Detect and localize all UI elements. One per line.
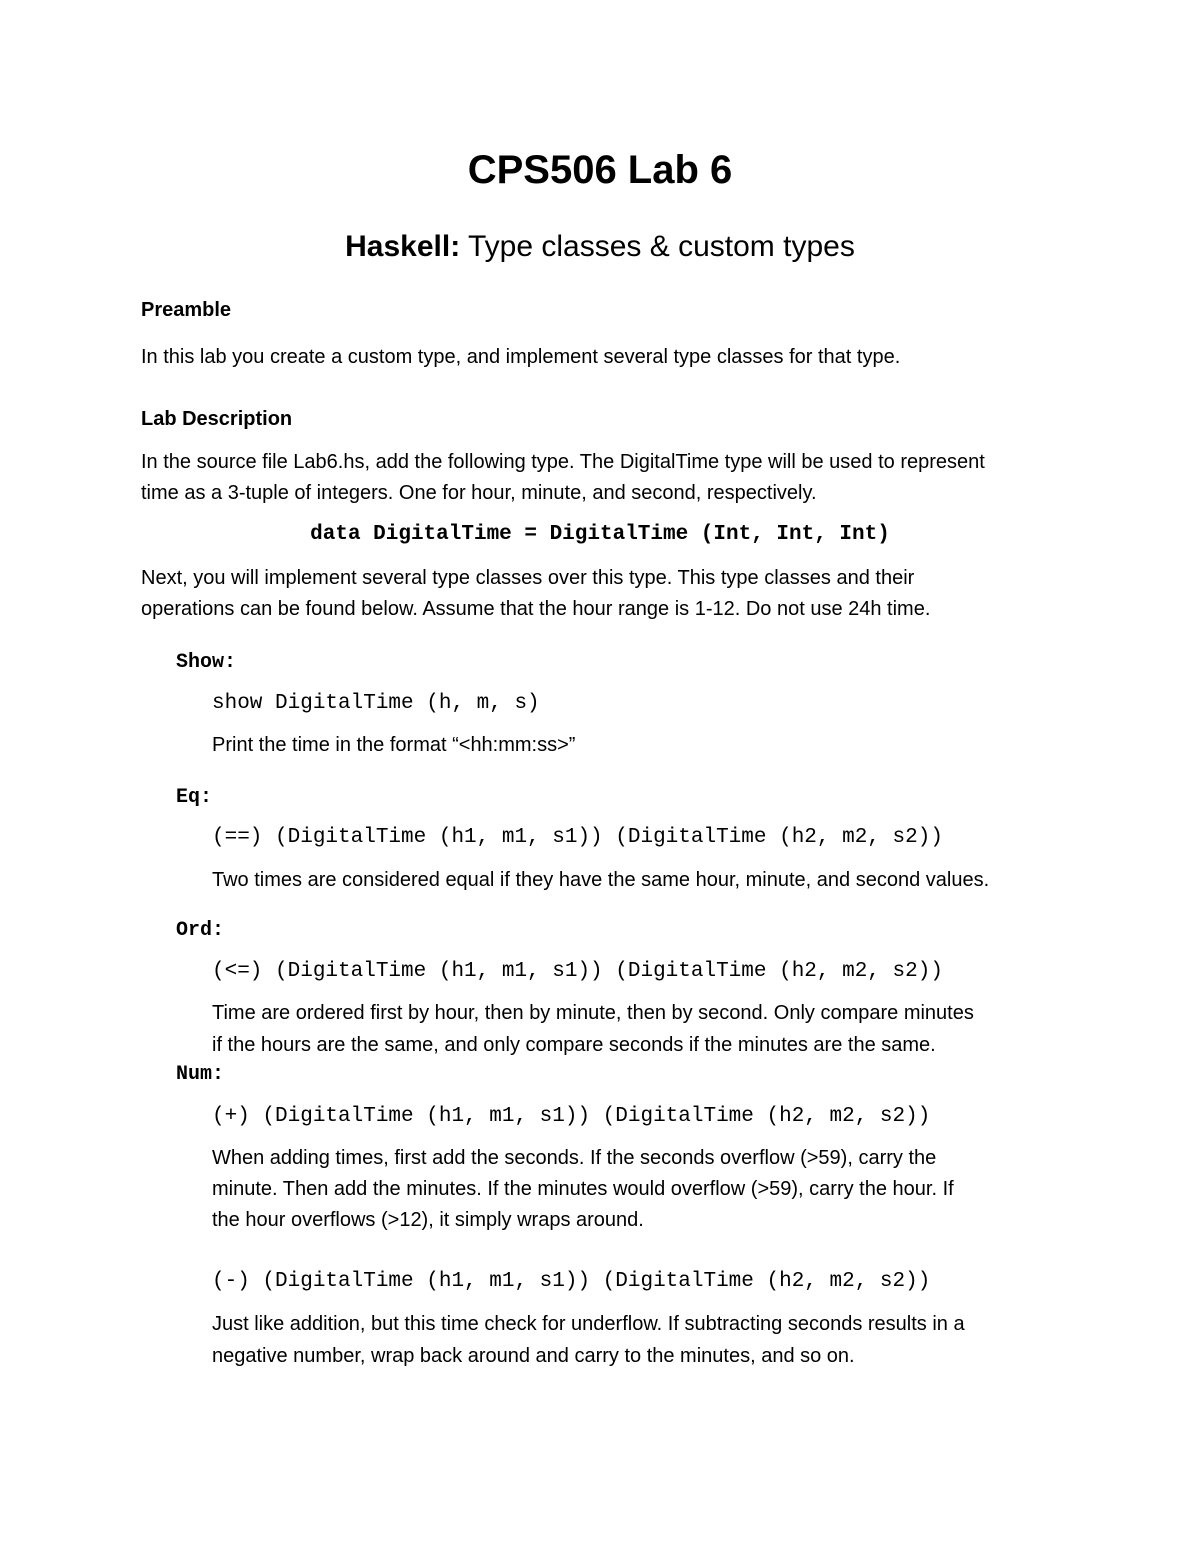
lab-description-heading: Lab Description xyxy=(141,408,293,430)
num-add-description-line-3: the hour overflows (>12), it simply wraps around. xyxy=(212,1209,644,1231)
ord-signature: (<=) (DigitalTime (h1, m1, s1)) (DigitalTime (h2, m2, s2)) xyxy=(212,960,943,983)
eq-signature: (==) (DigitalTime (h1, m1, s1)) (DigitalTime (h2, m2, s2)) xyxy=(212,826,943,849)
next-line-2: operations can be found below. Assume that the hour range is 1-12. Do not use 24h time. xyxy=(141,598,931,620)
num-heading: Num: xyxy=(176,1063,225,1086)
eq-heading: Eq: xyxy=(176,786,213,809)
next-line-1: Next, you will implement several type classes over this type. This type classes and their xyxy=(141,567,915,589)
ord-description-line-2: if the hours are the same, and only compare seconds if the minutes are the same. xyxy=(212,1034,936,1056)
show-signature: show DigitalTime (h, m, s) xyxy=(212,692,540,715)
preamble-text: In this lab you create a custom type, and implement several type classes for that type. xyxy=(141,346,901,368)
lab-description-line-2: time as a 3-tuple of integers. One for hour, minute, and second, respectively. xyxy=(141,482,817,504)
ord-heading: Ord: xyxy=(176,919,225,942)
data-declaration: data DigitalTime = DigitalTime (Int, Int, Int) xyxy=(310,523,890,546)
lab-description-line-1: In the source file Lab6.hs, add the following type. The DigitalTime type will be used to represent xyxy=(141,451,985,473)
show-description: Print the time in the format “<hh:mm:ss>” xyxy=(212,734,576,756)
show-heading: Show: xyxy=(176,651,237,674)
subtitle-rest: Type classes & custom types xyxy=(460,230,855,263)
num-add-description-line-2: minute. Then add the minutes. If the minutes would overflow (>59), carry the hour. If xyxy=(212,1178,954,1200)
subtitle-bold: Haskell: xyxy=(345,230,461,263)
page-subtitle xyxy=(0,230,1200,264)
num-add-description-line-1: When adding times, first add the seconds. If the seconds overflow (>59), carry the xyxy=(212,1147,937,1169)
num-sub-description-line-1: Just like addition, but this time check for underflow. If subtracting seconds results in a xyxy=(212,1313,965,1335)
eq-description: Two times are considered equal if they have the same hour, minute, and second values. xyxy=(212,869,990,891)
preamble-heading: Preamble xyxy=(141,299,232,321)
num-sub-signature: (-) (DigitalTime (h1, m1, s1)) (DigitalTime (h2, m2, s2)) xyxy=(212,1270,931,1293)
num-add-signature: (+) (DigitalTime (h1, m1, s1)) (DigitalTime (h2, m2, s2)) xyxy=(212,1105,931,1128)
num-sub-description-line-2: negative number, wrap back around and carry to the minutes, and so on. xyxy=(212,1345,855,1367)
ord-description-line-1: Time are ordered first by hour, then by minute, then by second. Only compare minutes xyxy=(212,1002,974,1024)
page-title: CPS506 Lab 6 xyxy=(467,148,733,192)
